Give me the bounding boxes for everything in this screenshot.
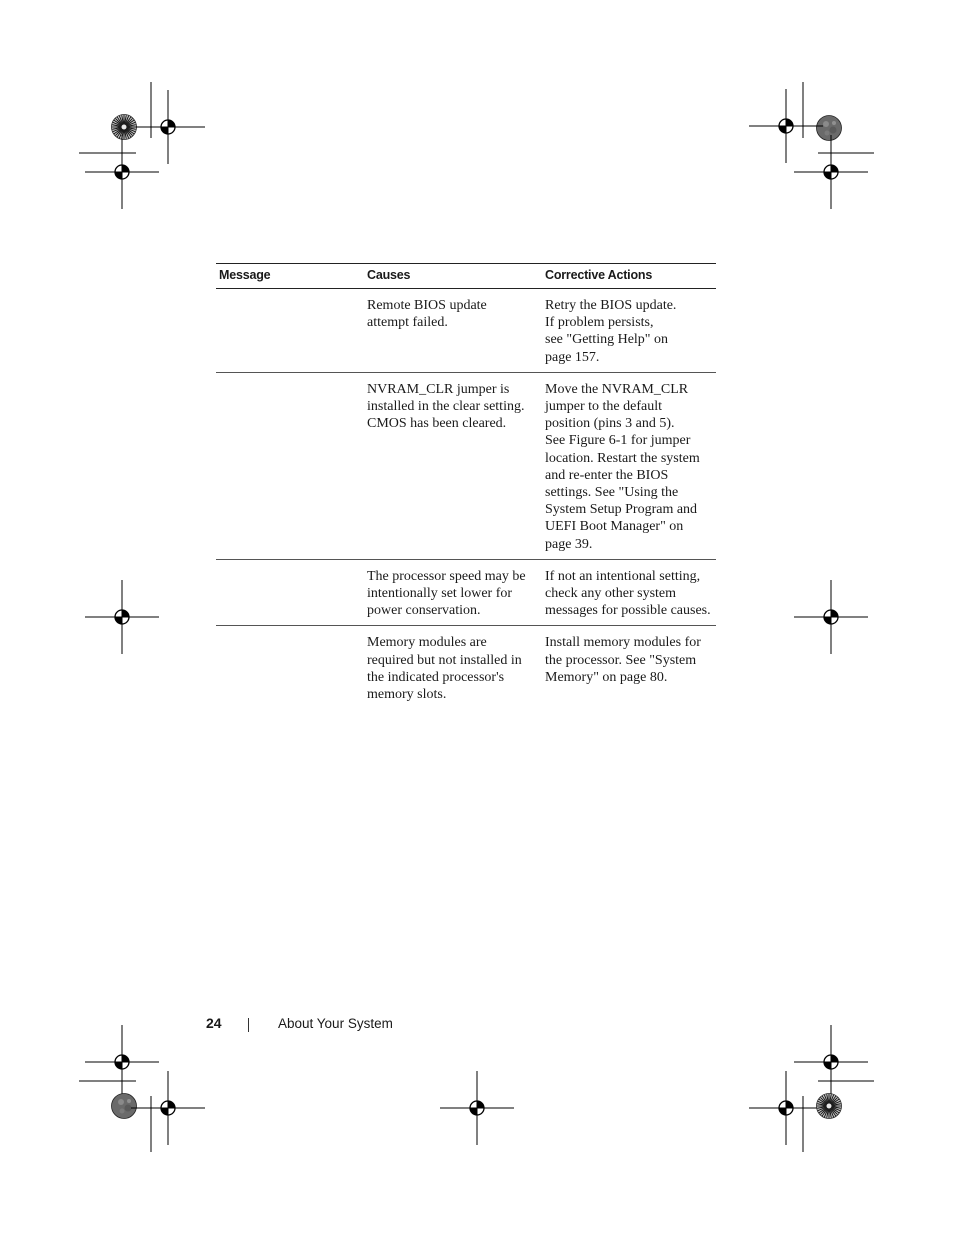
- cell-text-line: settings. See "Using the: [545, 485, 679, 501]
- cell-text-line: messages for possible causes.: [545, 603, 711, 619]
- table-row: [216, 559, 716, 626]
- footer-section-title: About Your System: [278, 1016, 393, 1031]
- cell-text-line: The processor speed may be: [367, 568, 526, 584]
- cell-text-line: NVRAM_CLR jumper is: [367, 381, 510, 397]
- table-row: [216, 626, 716, 709]
- causes-cell: [364, 626, 542, 709]
- cell-text-line: required but not installed in: [367, 652, 522, 668]
- header-corrective-actions: Corrective Actions: [542, 264, 716, 289]
- message-cell: [216, 626, 364, 709]
- cell-text-line: see "Getting Help" on: [545, 332, 669, 348]
- message-cell: [216, 559, 364, 626]
- header-causes: Causes: [364, 264, 542, 289]
- page-number: 24: [206, 1015, 222, 1031]
- cell-text-line: jumper to the default: [545, 399, 663, 415]
- cell-text-line: Remote BIOS update: [367, 298, 487, 313]
- message-cell: [216, 372, 364, 559]
- cell-text-line: the indicated processor's: [367, 669, 505, 685]
- cell-text-line: UEFI Boot Manager" on: [545, 519, 684, 535]
- cell-text-line: position (pins 3 and 5).: [545, 416, 675, 432]
- cell-text-line: memory slots.: [367, 687, 447, 703]
- cell-text-line: If problem persists,: [545, 315, 654, 331]
- cell-text-line: See Figure 6-1 for jumper: [545, 433, 691, 449]
- cell-text-line: Install memory modules for: [545, 635, 701, 651]
- causes-cell: [364, 559, 542, 626]
- error-message-table: [216, 263, 716, 709]
- corrective-action-cell: [542, 372, 716, 559]
- cell-text-line: intentionally set lower for: [367, 586, 513, 602]
- table-row: [216, 289, 716, 373]
- cell-text-line: page 157.: [545, 349, 600, 365]
- table-header-row: [216, 264, 716, 289]
- cell-text-line: Move the NVRAM_CLR: [545, 381, 689, 397]
- causes-cell: [364, 289, 542, 373]
- cell-text-line: If not an intentional setting,: [545, 568, 701, 584]
- cell-text-line: Memory modules are: [367, 635, 487, 651]
- cell-text-line: Retry the BIOS update.: [545, 298, 677, 313]
- cell-text-line: Memory" on page 80.: [545, 669, 668, 685]
- cell-text-line: attempt failed.: [367, 315, 448, 331]
- footer-separator: [248, 1018, 249, 1032]
- cell-text-line: page 39.: [545, 536, 593, 552]
- causes-cell: [364, 372, 542, 559]
- cell-text-line: the processor. See "System: [545, 652, 697, 668]
- corrective-action-cell: [542, 289, 716, 373]
- corrective-action-cell: [542, 626, 716, 709]
- cell-text-line: power conservation.: [367, 603, 481, 619]
- table-row: [216, 372, 716, 559]
- cell-text-line: and re-enter the BIOS: [545, 467, 669, 483]
- corrective-action-cell: [542, 559, 716, 626]
- cell-text-line: System Setup Program and: [545, 502, 698, 518]
- cell-text-line: location. Restart the system: [545, 450, 700, 466]
- cell-text-line: installed in the clear setting.: [367, 399, 525, 415]
- header-message: Message: [216, 264, 364, 289]
- cell-text-line: CMOS has been cleared.: [367, 416, 507, 432]
- message-cell: [216, 289, 364, 373]
- cell-text-line: check any other system: [545, 586, 677, 602]
